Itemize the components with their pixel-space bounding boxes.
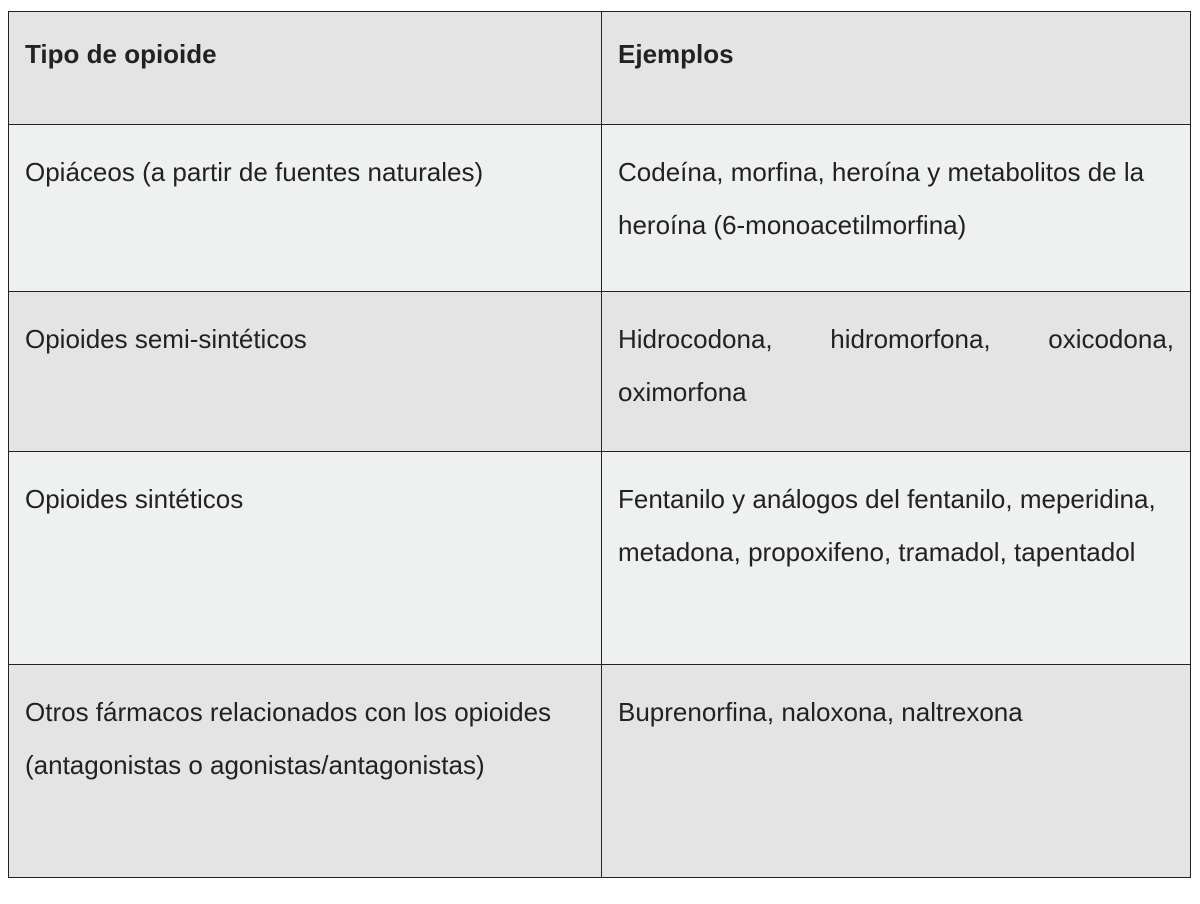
cell-tipo: Opioides sintéticos	[9, 452, 602, 665]
cell-tipo: Opiáceos (a partir de fuentes naturales)	[9, 125, 602, 292]
table-row	[9, 292, 1191, 452]
table-row	[9, 665, 1191, 878]
cell-tipo: Otros fármacos relacionados con los opioides (antagonistas o agonistas/antagonistas)	[9, 665, 602, 878]
cell-tipo: Opioides semi-sintéticos	[9, 292, 602, 452]
cell-ejemplos: Codeína, morfina, heroína y metabolitos de la heroína (6-monoacetilmorfina)	[602, 125, 1191, 292]
header-tipo-de-opioide: Tipo de opioide	[9, 12, 602, 125]
table-header-row	[9, 12, 1191, 125]
table-row	[9, 125, 1191, 292]
table-row	[9, 452, 1191, 665]
cell-ejemplos: Hidrocodona, hidromorfona, oxicodona, oximorfona	[602, 292, 1191, 452]
opioid-types-table	[8, 11, 1191, 878]
header-ejemplos: Ejemplos	[602, 12, 1191, 125]
cell-ejemplos: Fentanilo y análogos del fentanilo, meperidina, metadona, propoxifeno, tramadol, tapentadol	[602, 452, 1191, 665]
cell-ejemplos: Buprenorfina, naloxona, naltrexona	[602, 665, 1191, 878]
